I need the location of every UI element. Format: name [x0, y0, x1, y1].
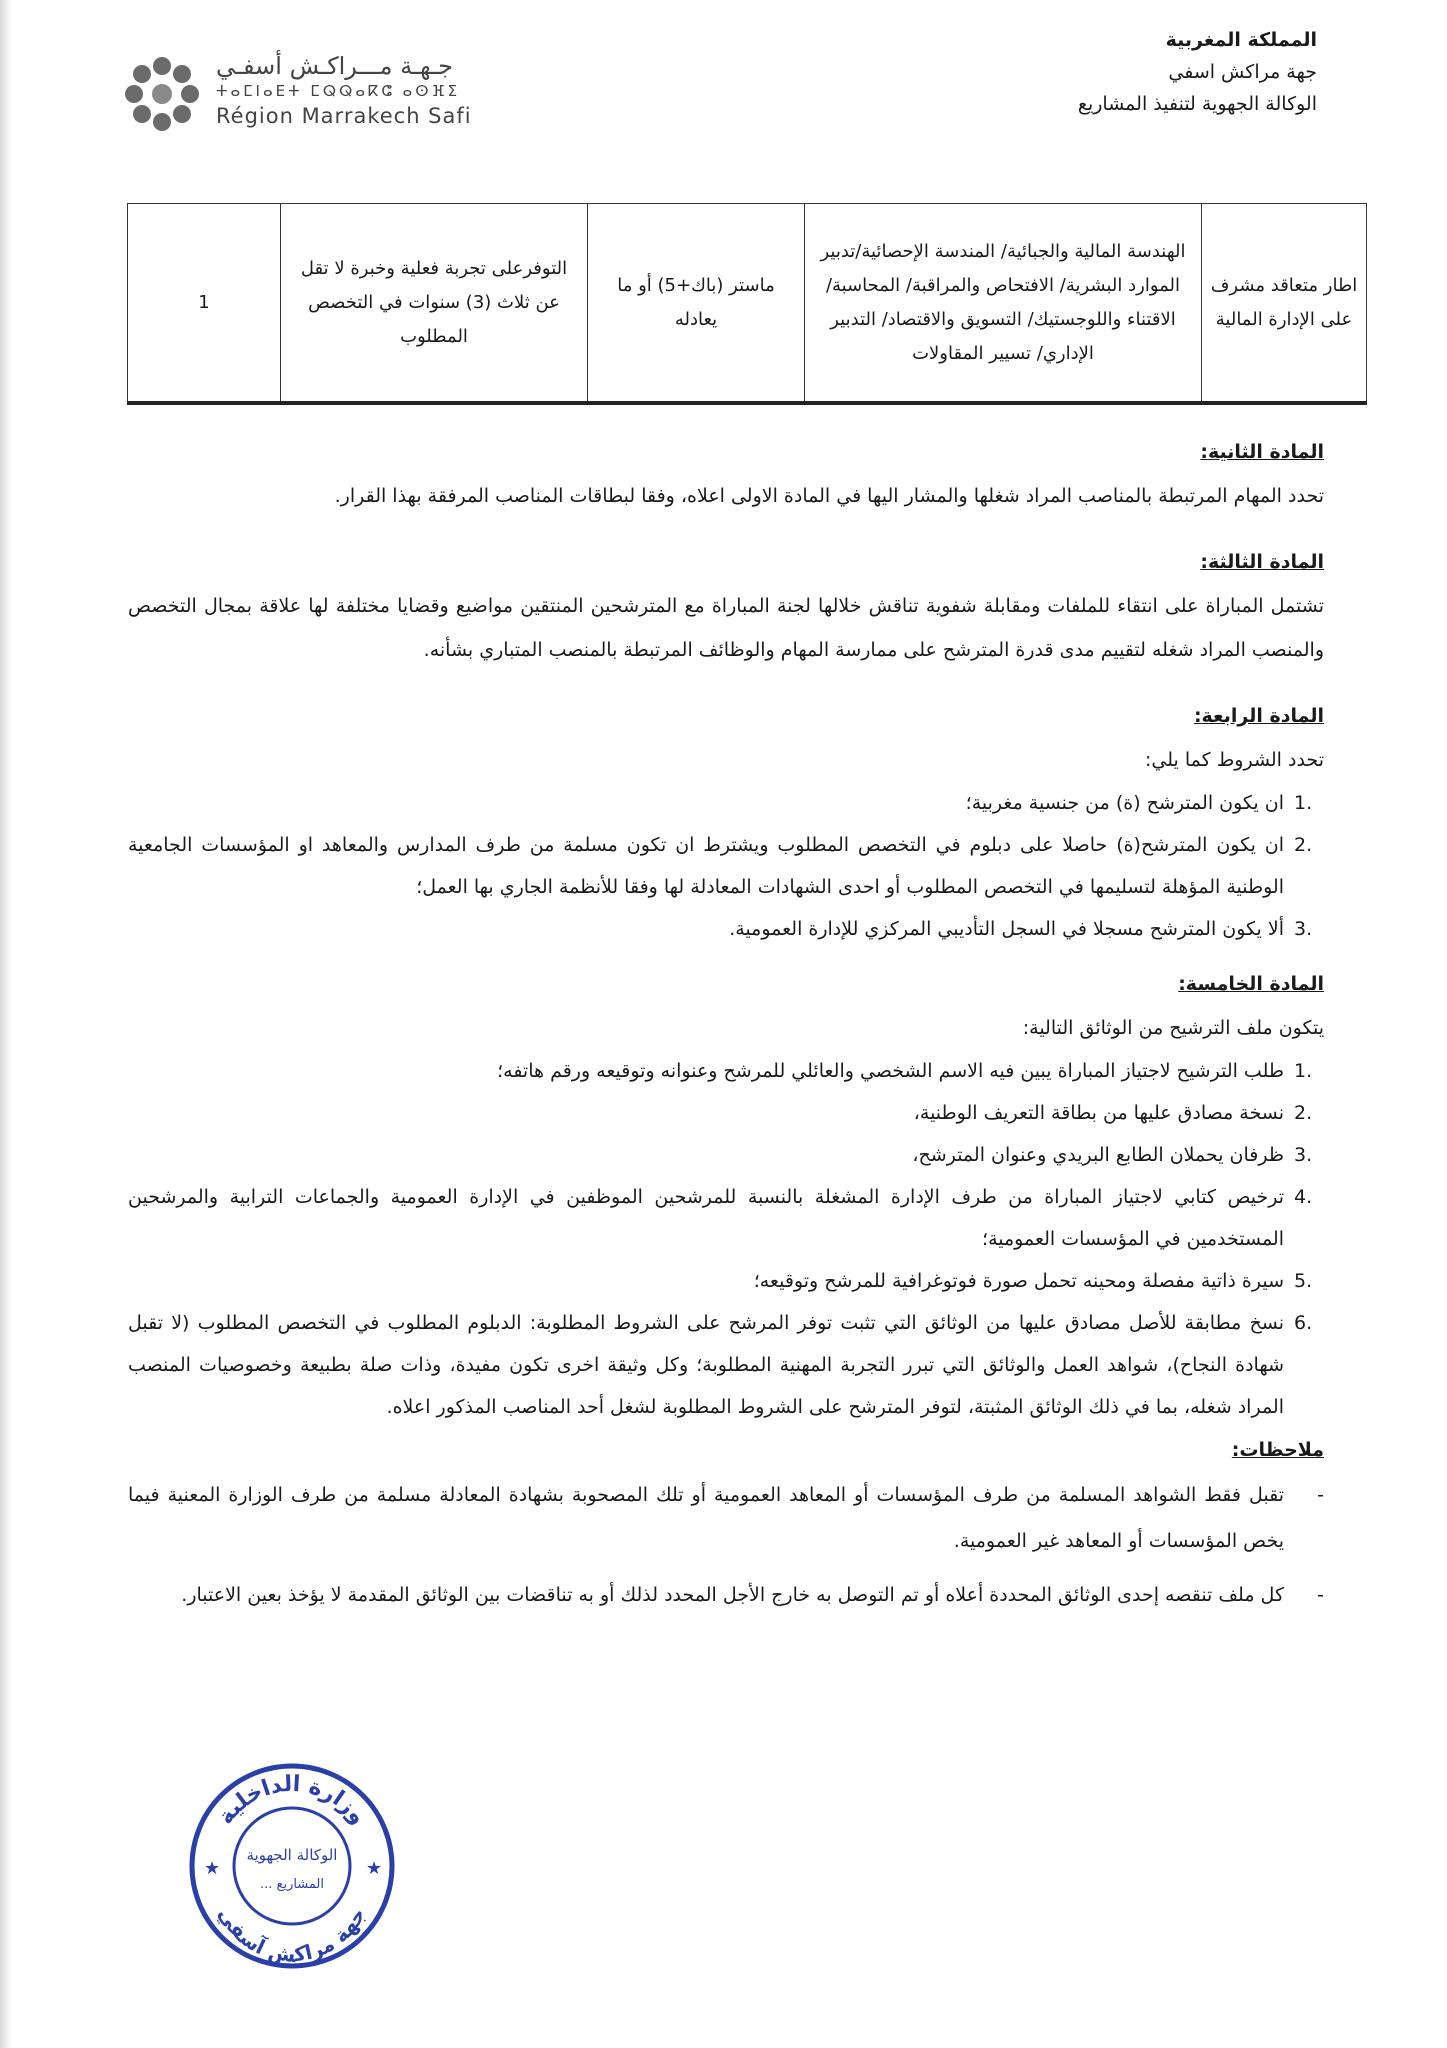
list-number: 6.: [1294, 1312, 1313, 1334]
stamp-bottom-text: جهة مراكش آسفي: [213, 1903, 371, 1968]
list-text: ان يكون المترشح (ة) من جنسية مغربية؛: [965, 792, 1284, 814]
list-text: سيرة ذاتية مفصلة ومحينه تحمل صورة فوتوغرافية للمرشح وتوقيعه؛: [753, 1270, 1284, 1292]
article3-text: تشتمل المباراة على انتقاء للملفات ومقابلة شفوية تناقش خلالها لجنة المباراة مع المترشحين المنتقين مواضيع وقضايا مختلفة لها علاقة بمجال التخصص والمنصب المراد شغله لتقييم مدى قدرة المترشح على ممارسة المهام والوظائف المرتبطة بالمنصب المتباري بشأنه.: [128, 595, 1324, 661]
article2-text: تحدد المهام المرتبطة بالمناصب المراد شغلها والمشار اليها في المادة الاولى اعلاه، وفقا لبطاقات المناصب المرفقة بهذا القرار.: [334, 485, 1324, 507]
list-item: [128, 908, 1313, 950]
list-item: [128, 1092, 1313, 1134]
issuer-header: [1078, 24, 1317, 120]
list-text: طلب الترشيح لاجتياز المباراة يبين فيه الاسم الشخصي والعائلي للمرشح وعنوانه وتوقيعه ورقم هاتفه؛: [497, 1060, 1284, 1082]
article3-title: المادة الثالثة:: [1200, 551, 1324, 573]
list-item: [128, 782, 1313, 824]
scan-edge-shadow: [0, 0, 14, 2048]
stamp-star-left-icon: ★: [204, 1858, 221, 1879]
region-emblem-icon: [122, 54, 202, 134]
stamp-inner-text: ... المشاريع: [260, 1877, 324, 1892]
list-item: [128, 1302, 1313, 1428]
decision-body: [128, 430, 1324, 1618]
list-dash: -: [1317, 1584, 1324, 1606]
official-stamp-icon: [182, 1756, 402, 1976]
logo-wordmark: [216, 54, 472, 129]
list-number: 2.: [1294, 1102, 1313, 1124]
article2-title: المادة الثانية:: [1200, 441, 1324, 463]
positions-table: [127, 203, 1367, 405]
article5-intro: يتكون ملف الترشيح من الوثائق التالية:: [1022, 1017, 1324, 1039]
region-line: جهة مراكش اسفي: [1168, 61, 1317, 83]
documents-list: [128, 1050, 1324, 1428]
article4-title: المادة الرابعة:: [1193, 705, 1324, 727]
list-number: 1.: [1294, 1060, 1313, 1082]
list-item: [128, 824, 1313, 908]
list-dash: -: [1317, 1484, 1324, 1506]
notes-title: ملاحظات:: [1231, 1439, 1324, 1461]
cell-post: اطار متعاقد مشرف على الإدارة المالية: [1202, 204, 1367, 404]
cell-diploma: ماستر (باك+5) أو ما يعادله: [588, 204, 805, 404]
list-item: [128, 1572, 1324, 1618]
list-number: 3.: [1294, 1144, 1313, 1166]
stamp-middle-text: الوكالة الجهوية: [246, 1846, 338, 1864]
list-number: 2.: [1294, 834, 1313, 856]
list-item: [128, 1472, 1324, 1564]
article4-intro: تحدد الشروط كما يلي:: [1145, 749, 1324, 771]
list-text: ظرفان يحملان الطابع البريدي وعنوان المترشح،: [912, 1144, 1284, 1166]
list-text: ألا يكون المترشح مسجلا في السجل التأديبي المركزي للإدارة العمومية.: [729, 918, 1284, 940]
list-item: [128, 1050, 1313, 1092]
list-item: [128, 1260, 1313, 1302]
list-text: تقبل فقط الشواهد المسلمة من طرف المؤسسات أو المعاهد العمومية أو تلك المصحوبة بشهادة المعادلة مسلمة من طرف الوزارة المعنية فيما يخص المؤسسات أو المعاهد غير العمومية.: [128, 1484, 1284, 1552]
list-text: كل ملف تنقصه إحدى الوثائق المحددة أعلاه أو تم التوصل به خارج الأجل المحدد لذلك أو به تناقضات بين الوثائق المقدمة لا يؤخذ بعين الاعتبار.: [181, 1584, 1284, 1606]
list-number: 5.: [1294, 1270, 1313, 1292]
stamp-star-right-icon: ★: [366, 1858, 383, 1879]
list-number: 3.: [1294, 918, 1313, 940]
list-item: [128, 1134, 1313, 1176]
list-text: ان يكون المترشح(ة) حاصلا على دبلوم في التخصص المطلوب ويشترط ان تكون مسلمة من طرف المدارس والمعاهد او المؤسسات الجامعية الوطنية المؤهلة لتسليمها في التخصص المطلوب أو احدى الشهادات المعادلة لها وفقا للأنظمة الجاري بها العمل؛: [128, 834, 1284, 898]
list-number: 1.: [1294, 792, 1313, 814]
list-text: ترخيص كتابي لاجتياز المباراة من طرف الإدارة المشغلة بالنسبة للمرشحين الموظفين في الإدارة العمومية والجماعات الترابية والمرشحين المستخدمين في المؤسسات العمومية؛: [128, 1186, 1284, 1250]
logo-tifinagh: ⵜⴰⵎⵏⴰⴹⵜ ⵎⵕⵕⴰⴽⵛ ⴰⵙⴼⵉ: [216, 82, 461, 100]
article5-title: المادة الخامسة:: [1178, 973, 1324, 995]
logo-french: Région Marrakech Safi: [216, 104, 472, 128]
cell-specialty: الهندسة المالية والجبائية/ المندسة الإحصائية/تدبير الموارد البشرية/ الافتحاص والمراقبة/ المحاسبة/ الاقتناء واللوجستيك/ التسويق والاقتصاد/ التدبير الإداري/ تسيير المقاولات: [805, 204, 1202, 404]
list-number: 4.: [1294, 1186, 1313, 1208]
stamp-top-text: وزارة الداخلية: [213, 1771, 371, 1830]
list-text: نسخة مصادق عليها من بطاقة التعريف الوطنية،: [913, 1102, 1284, 1124]
notes-list: [128, 1472, 1324, 1618]
cell-experience: التوفرعلى تجربة فعلية وخبرة لا تقل عن ثلاث (3) سنوات في التخصص المطلوب: [281, 204, 588, 404]
logo-arabic: جـهـة مـــراكـش أسفـي: [216, 52, 453, 80]
kingdom-line: المملكة المغربية: [1165, 29, 1317, 51]
table-row: [128, 204, 1367, 404]
svg-text:جهة مراكش آسفي: [213, 1903, 371, 1967]
conditions-list: [128, 782, 1324, 950]
cell-count: 1: [128, 204, 281, 404]
list-item: [128, 1176, 1313, 1260]
list-text: نسخ مطابقة للأصل مصادق عليها من الوثائق التي تثبت توفر المرشح على الشروط المطلوبة: الدبلوم المطلوب في التخصص المطلوب (لا تقبل شهادة النجاح)، شواهد العمل والوثائق التي تبرر التجربة المهنية المطلوبة؛ وكل وثيقة اخرى تكون مفيدة، وذات صلة بطبيعة وخصوصيات المنصب المراد شغله، بما في ذلك الوثائق المثبتة، لتوفر المترشح على الشروط المطلوبة لشغل أحد المناصب المذكور اعلاه.: [128, 1312, 1284, 1418]
agency-line: الوكالة الجهوية لتنفيذ المشاريع: [1077, 93, 1317, 115]
